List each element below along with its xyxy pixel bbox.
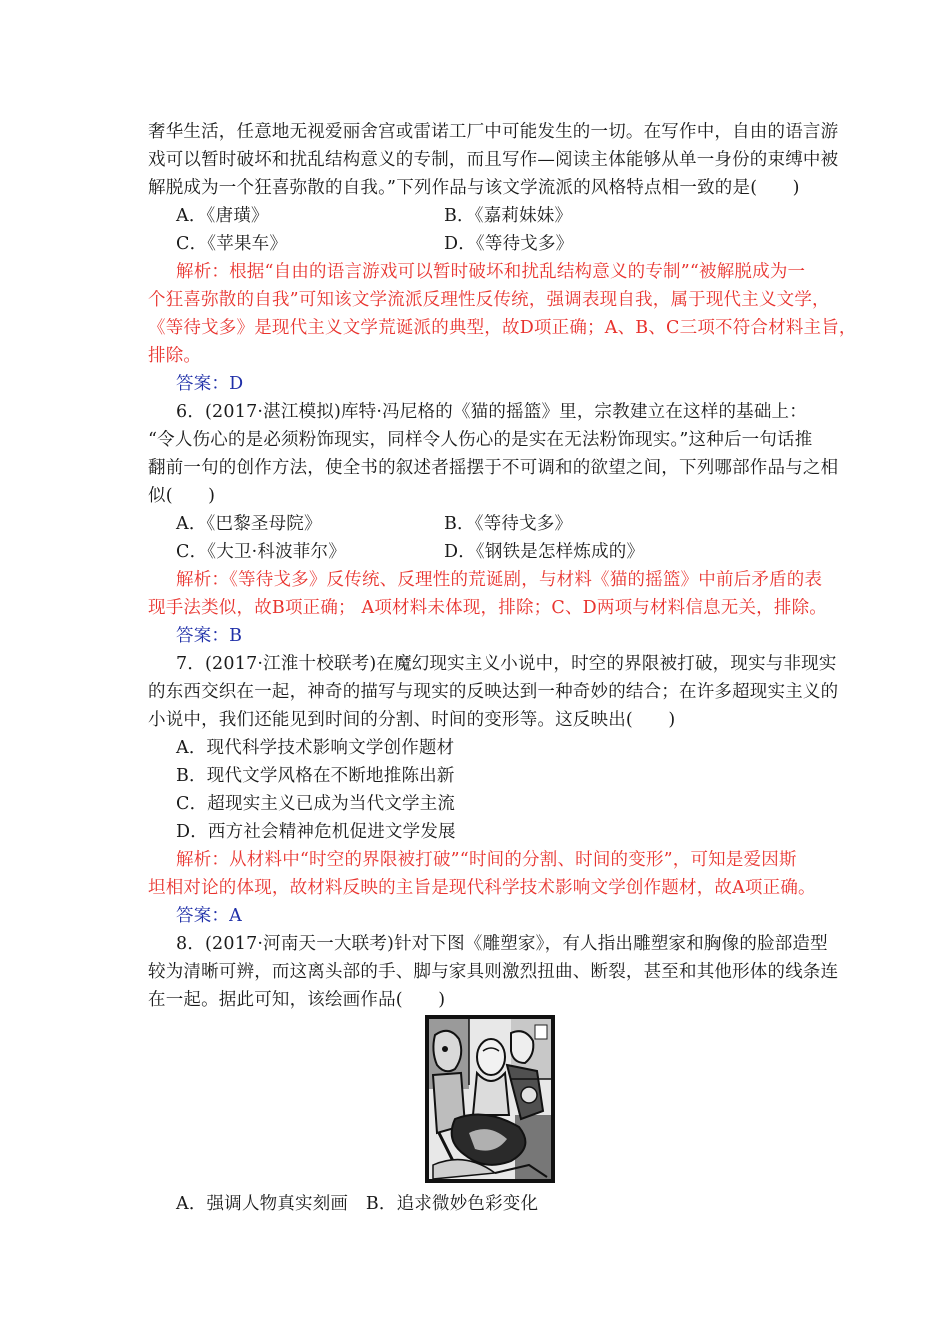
q5-analysis-line: 个狂喜弥散的自我”可知该文学流派反理性反传统，强调表现自我，属于现代主义文学， bbox=[148, 290, 830, 310]
q7-option-c: C．超现实主义已成为当代文学主流 bbox=[176, 794, 456, 814]
q7-option-d: D．西方社会精神危机促进文学发展 bbox=[176, 822, 456, 842]
q6-stem-line: “令人伤心的是必须粉饰现实，同样令人伤心的是实在无法粉饰现实。”这种后一句话推 bbox=[148, 430, 813, 450]
q7-stem-line: 7．(2017·江淮十校联考)在魔幻现实主义小说中，时空的界限被打破，现实与非现实 bbox=[176, 654, 837, 674]
q6-stem-line: 似( ) bbox=[148, 486, 216, 506]
q6-option-a: A．《巴黎圣母院》 bbox=[176, 514, 322, 534]
q7-analysis-line: 坦相对论的体现，故材料反映的主旨是现代科学技术影响文学创作题材，故A项正确。 bbox=[148, 878, 816, 898]
q5-passage-line: 戏可以暂时破坏和扰乱结构意义的专制，而且写作—阅读主体能够从单一身份的束缚中被 bbox=[148, 150, 839, 170]
q8-stem-line: 在一起。据此可知，该绘画作品( ) bbox=[148, 990, 446, 1010]
q6-answer: 答案：B bbox=[176, 626, 243, 646]
q6-option-d: D．《钢铁是怎样炼成的》 bbox=[444, 542, 645, 562]
q5-passage-line: 奢华生活，任意地无视爱丽舍宫或雷诺工厂中可能发生的一切。在写作中，自由的语言游 bbox=[148, 122, 839, 142]
q7-stem-line: 的东西交织在一起，神奇的描写与现实的反映达到一种奇妙的结合；在许多超现实主义的 bbox=[148, 682, 839, 702]
q5-option-b: B．《嘉莉妹妹》 bbox=[444, 206, 573, 226]
q7-option-a: A．现代科学技术影响文学创作题材 bbox=[176, 738, 455, 758]
q6-option-b: B．《等待戈多》 bbox=[444, 514, 573, 534]
q5-option-a: A．《唐璜》 bbox=[176, 206, 269, 226]
q5-analysis-line: 解析：根据“自由的语言游戏可以暂时破坏和扰乱结构意义的专制”“被解脱成为一 bbox=[176, 262, 806, 282]
q7-stem-line: 小说中，我们还能见到时间的分割、时间的变形等。这反映出( ) bbox=[148, 710, 676, 730]
q5-passage-line: 解脱成为一个狂喜弥散的自我。”下列作品与该文学流派的风格特点相一致的是( ) bbox=[148, 178, 800, 198]
q6-stem-line: 翻前一句的创作方法，使全书的叙述者摇摆于不可调和的欲望之间，下列哪部作品与之相 bbox=[148, 458, 839, 478]
q8-stem-line: 较为清晰可辨，而这离头部的手、脚与家具则激烈扭曲、断裂，甚至和其他形体的线条连 bbox=[148, 962, 839, 982]
q8-options-line: A．强调人物真实刻画 B．追求微妙色彩变化 bbox=[176, 1194, 539, 1214]
q5-option-d: D．《等待戈多》 bbox=[444, 234, 574, 254]
q5-analysis-line: 《等待戈多》是现代主义文学荒诞派的典型，故D项正确；A、B、C三项不符合材料主旨， bbox=[148, 318, 857, 338]
q5-option-row bbox=[176, 230, 574, 258]
q6-option-c: C．《大卫·科波菲尔》 bbox=[176, 542, 346, 562]
q5-option-c: C．《苹果车》 bbox=[176, 234, 288, 254]
q7-option-b: B．现代文学风格在不断地推陈出新 bbox=[176, 766, 455, 786]
q5-option-row bbox=[176, 202, 573, 230]
q6-stem-line: 6．(2017·湛江模拟)库特·冯尼格的《猫的摇篮》里，宗教建立在这样的基础上： bbox=[176, 402, 807, 422]
q6-analysis-line: 解析：《等待戈多》反传统、反理性的荒诞剧，与材料《猫的摇篮》中前后矛盾的表 bbox=[176, 570, 823, 590]
painting-image bbox=[425, 1015, 555, 1183]
q6-option-row bbox=[176, 538, 645, 566]
q8-stem-line: 8．(2017·河南天一大联考)针对下图《雕塑家》，有人指出雕塑家和胸像的脸部造型 bbox=[176, 934, 828, 954]
q7-analysis-line: 解析：从材料中“时空的界限被打破”“时间的分割、时间的变形”，可知是爱因斯 bbox=[176, 850, 797, 870]
q5-answer: 答案：D bbox=[176, 374, 244, 394]
q5-analysis-line: 排除。 bbox=[148, 346, 202, 366]
q7-answer: 答案：A bbox=[176, 906, 242, 926]
q6-analysis-line: 现手法类似，故B项正确； A项材料未体现，排除；C、D两项与材料信息无关，排除。 bbox=[148, 598, 827, 618]
q6-option-row bbox=[176, 510, 573, 538]
